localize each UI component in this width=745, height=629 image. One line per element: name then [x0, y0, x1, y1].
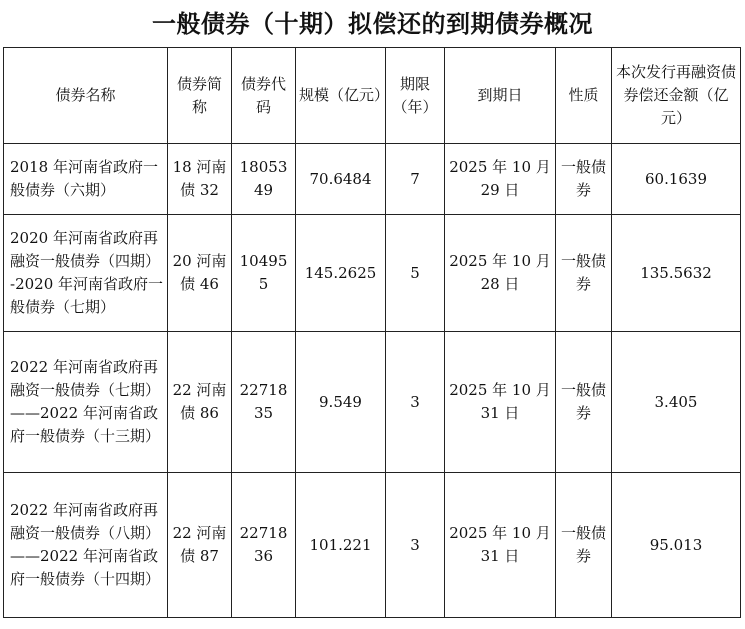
table-row — [4, 332, 741, 473]
column-header-repay: 本次发行再融资债券偿还金额（亿元） — [612, 48, 741, 144]
table-row — [4, 473, 741, 618]
column-header-type: 性质 — [556, 48, 612, 144]
bond-maturity-cell: 2025 年 10 月 31 日 — [445, 473, 556, 618]
bond-repay-amount-cell: 135.5632 — [612, 215, 741, 332]
column-header-maturity: 到期日 — [445, 48, 556, 144]
bond-maturity-cell: 2025 年 10 月 29 日 — [445, 144, 556, 215]
bond-scale-cell: 9.549 — [296, 332, 386, 473]
bond-table — [3, 47, 741, 618]
bond-repay-amount-cell: 60.1639 — [612, 144, 741, 215]
bond-name-cell: 2018 年河南省政府一般债券（六期） — [4, 144, 168, 215]
bond-code-cell: 2271836 — [232, 473, 296, 618]
bond-scale-cell: 101.221 — [296, 473, 386, 618]
bond-short-name-cell: 22 河南债 87 — [168, 473, 232, 618]
bond-term-cell: 3 — [386, 332, 445, 473]
bond-name-cell: 2022 年河南省政府再融资一般债券（八期）——2022 年河南省政府一般债券（十四期） — [4, 473, 168, 618]
column-header-short: 债券简称 — [168, 48, 232, 144]
bond-type-cell: 一般债券 — [556, 332, 612, 473]
bond-type-cell: 一般债券 — [556, 473, 612, 618]
table-row — [4, 144, 741, 215]
bond-code-cell: 1805349 — [232, 144, 296, 215]
bond-term-cell: 7 — [386, 144, 445, 215]
page-title: 一般债券（十期）拟偿还的到期债券概况 — [152, 10, 593, 38]
bond-type-cell: 一般债券 — [556, 215, 612, 332]
bond-maturity-cell: 2025 年 10 月 28 日 — [445, 215, 556, 332]
column-header-term: 期限（年） — [386, 48, 445, 144]
bond-term-cell: 5 — [386, 215, 445, 332]
bond-short-name-cell: 18 河南债 32 — [168, 144, 232, 215]
bond-maturity-cell: 2025 年 10 月 31 日 — [445, 332, 556, 473]
bond-repay-amount-cell: 95.013 — [612, 473, 741, 618]
bond-name-cell: 2020 年河南省政府再融资一般债券（四期）-2020 年河南省政府一般债券（七期） — [4, 215, 168, 332]
column-header-code: 债券代码 — [232, 48, 296, 144]
column-header-name: 债券名称 — [4, 48, 168, 144]
column-header-scale: 规模（亿元） — [296, 48, 386, 144]
table-row — [4, 215, 741, 332]
bond-code-cell: 2271835 — [232, 332, 296, 473]
bond-term-cell: 3 — [386, 473, 445, 618]
bond-scale-cell: 70.6484 — [296, 144, 386, 215]
bond-repay-amount-cell: 3.405 — [612, 332, 741, 473]
bond-short-name-cell: 20 河南债 46 — [168, 215, 232, 332]
bond-code-cell: 104955 — [232, 215, 296, 332]
bond-scale-cell: 145.2625 — [296, 215, 386, 332]
bond-type-cell: 一般债券 — [556, 144, 612, 215]
bond-short-name-cell: 22 河南债 86 — [168, 332, 232, 473]
table-header-row — [4, 48, 741, 144]
bond-name-cell: 2022 年河南省政府再融资一般债券（七期）——2022 年河南省政府一般债券（十三期） — [4, 332, 168, 473]
